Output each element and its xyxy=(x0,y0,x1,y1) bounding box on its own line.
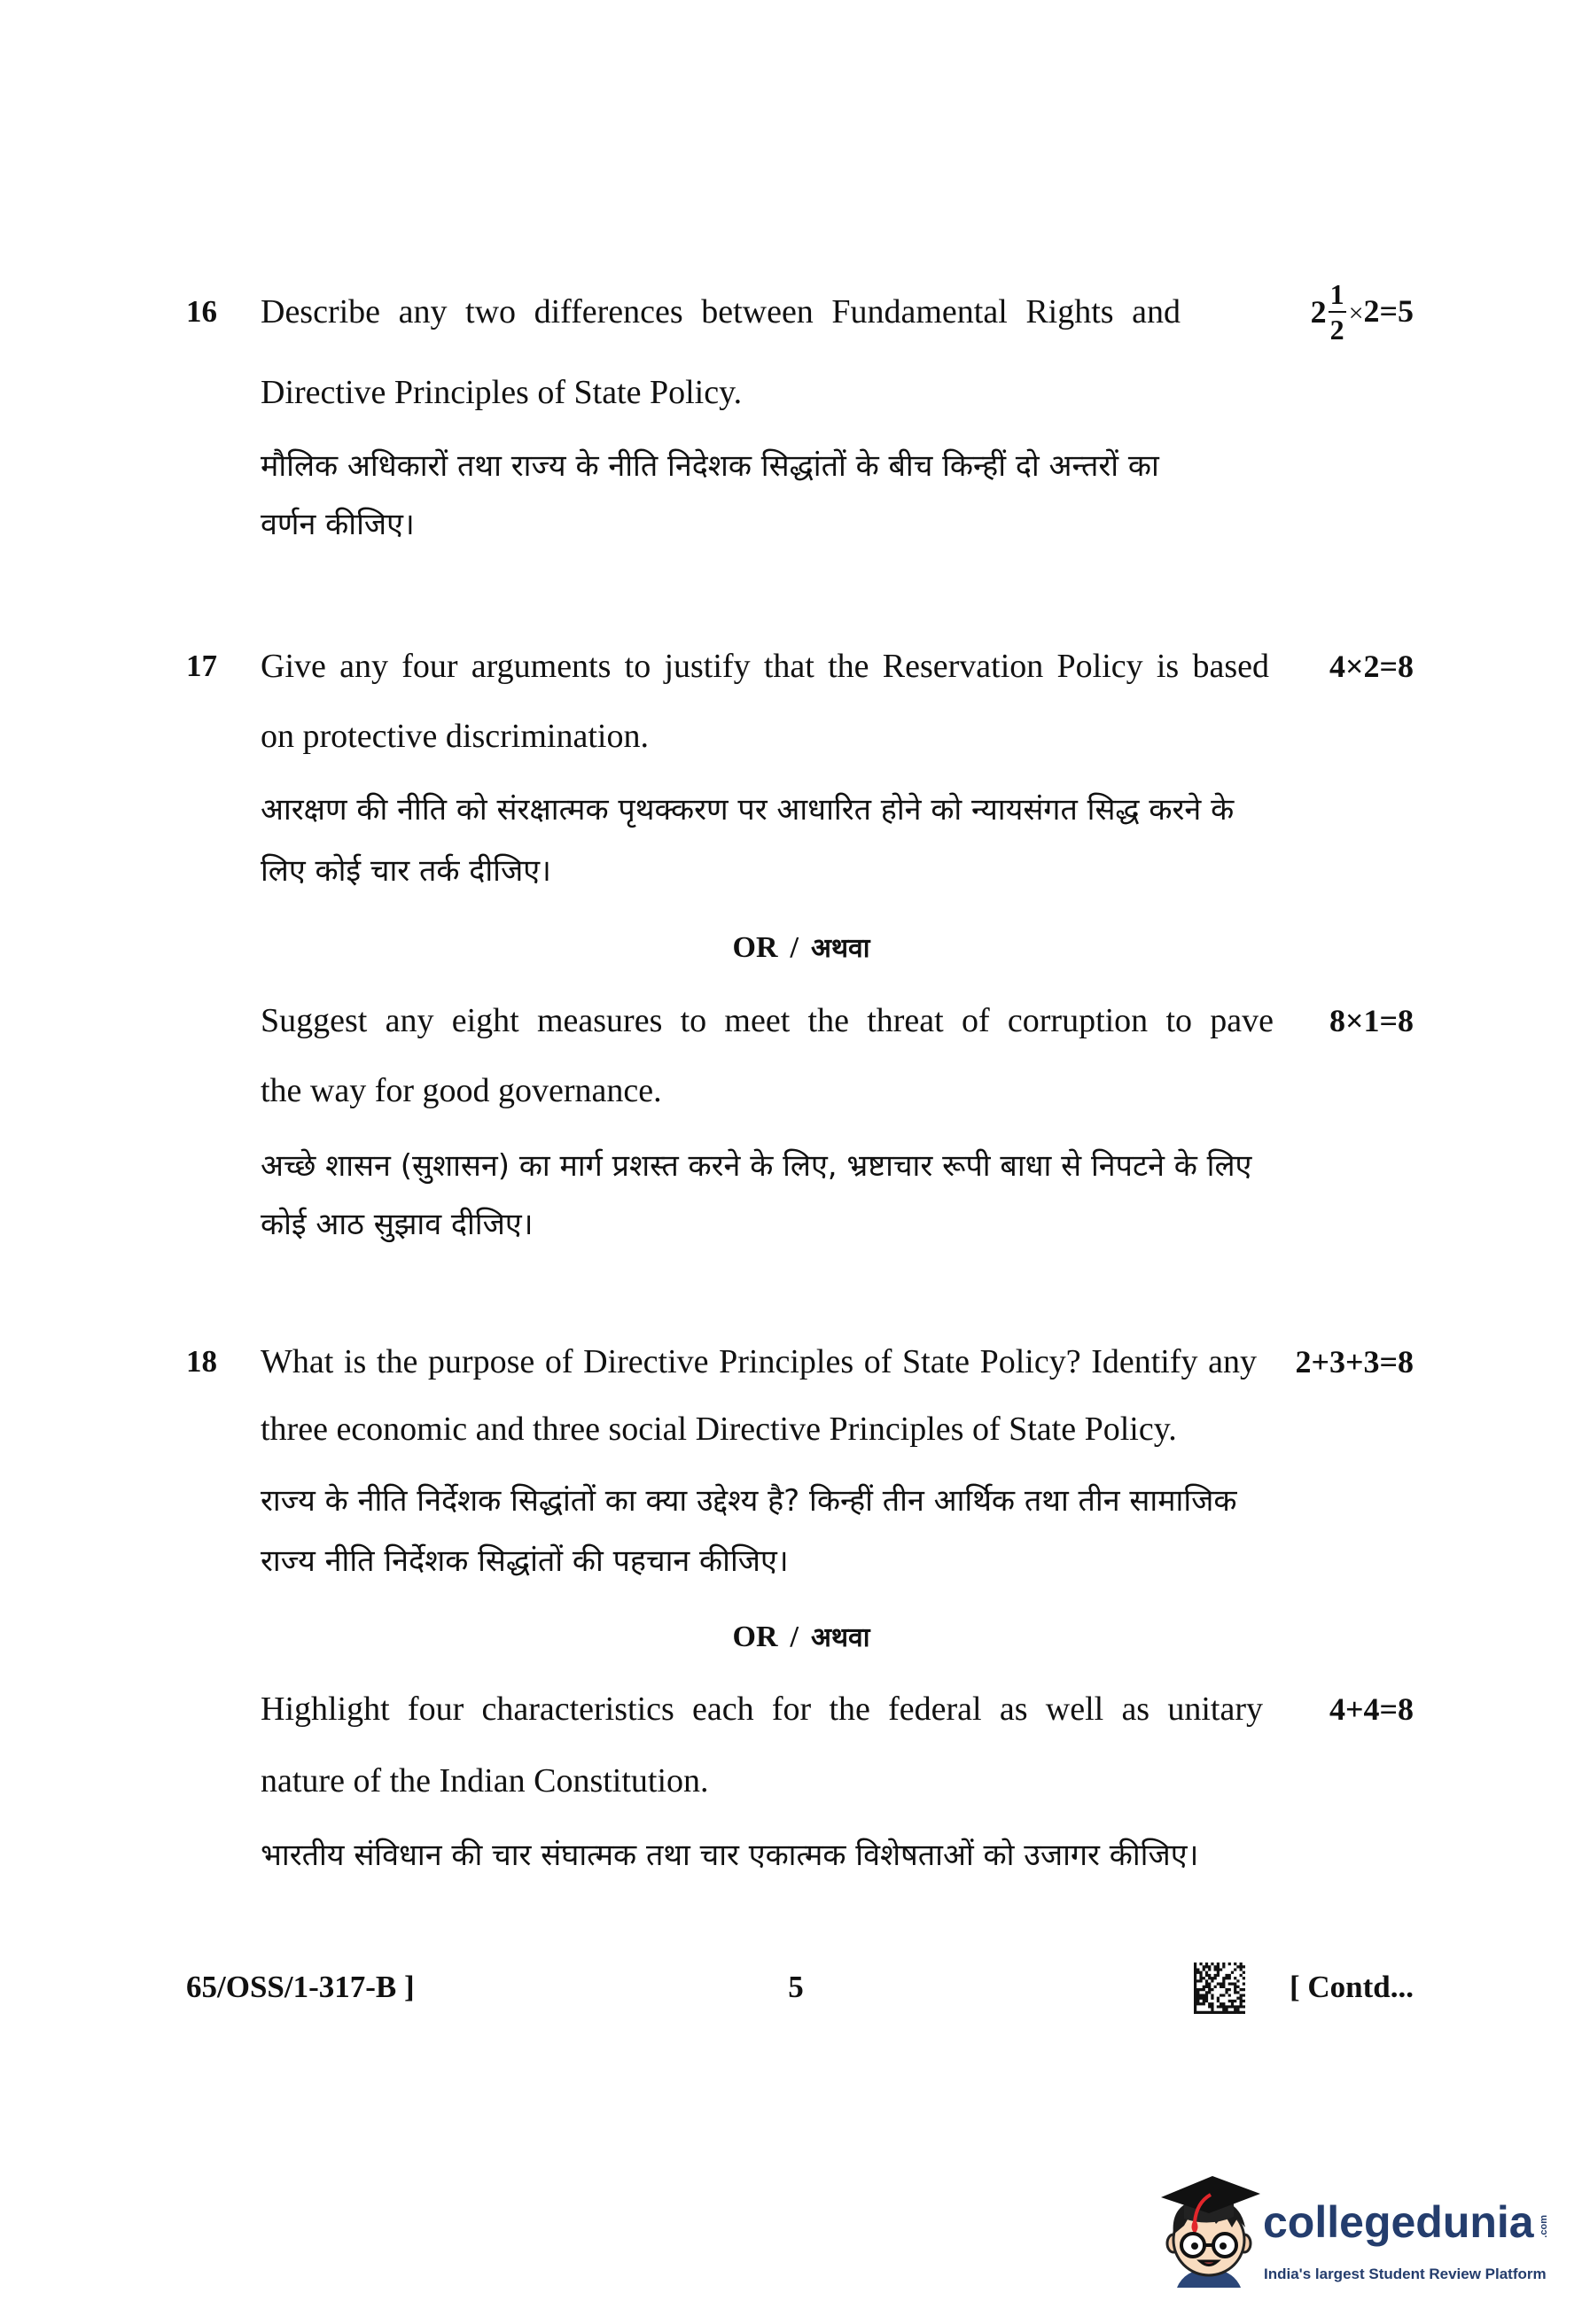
or-separator: / xyxy=(790,931,799,964)
question-text-en: on protective discrimination. xyxy=(261,718,649,755)
or-divider xyxy=(261,1615,1342,1660)
question-marks: 4×2=8 xyxy=(1329,649,1414,684)
or-separator: / xyxy=(790,1621,799,1653)
question-marks xyxy=(1311,276,1414,347)
brand-tagline: India's largest Student Review Platform xyxy=(1264,2266,1547,2282)
marks-fraction xyxy=(1329,277,1346,346)
question-text-en: What is the purpose of Directive Principles of State Policy? Identify any xyxy=(261,1343,1257,1380)
continued-label: [ Contd... xyxy=(1289,1970,1414,2004)
paper-code: 65/OSS/1-317-B ] xyxy=(186,1970,415,2004)
alternative-text-hi: भारतीय संविधान की चार संघात्मक तथा चार एकात्मक विशेषताओं को उजागर कीजिए। xyxy=(261,1838,1199,1873)
qr-modules xyxy=(1194,1963,1245,2014)
alternative-text-en: Suggest any eight measures to meet the threat of corruption to pave xyxy=(261,1002,1274,1039)
brand-name: collegedunia xyxy=(1263,2197,1534,2247)
marks-whole: 2 xyxy=(1310,294,1327,330)
qr-code-icon xyxy=(1194,1963,1245,2014)
alternative-text-en: the way for good governance. xyxy=(261,1072,662,1109)
question-text-hi: मौलिक अधिकारों तथा राज्य के नीति निदेशक सिद्धांतों के बीच किन्हीं दो अन्तरों का xyxy=(261,448,1159,484)
brand-tld: .com xyxy=(1539,2215,1549,2238)
alternative-marks: 4+4=8 xyxy=(1329,1691,1414,1727)
page-number: 5 xyxy=(788,1970,804,2004)
question-text-en: Give any four arguments to justify that the Reservation Policy is based xyxy=(261,648,1269,685)
question-number: 18 xyxy=(186,1344,217,1379)
marks-total: 2=5 xyxy=(1363,292,1414,329)
or-divider xyxy=(261,926,1342,971)
marks-multiplier xyxy=(1349,293,1414,331)
question-text-en: Describe any two differences between Fundamental Rights and xyxy=(261,293,1181,330)
alternative-text-en: Highlight four characteristics each for the federal as well as unitary xyxy=(261,1691,1263,1728)
question-text-hi: लिए कोई चार तर्क दीजिए। xyxy=(261,853,551,889)
question-text-hi: राज्य नीति निर्देशक सिद्धांतों की पहचान कीजिए। xyxy=(261,1543,789,1579)
question-text-en: Directive Principles of State Policy. xyxy=(261,374,743,411)
alternative-text-hi: अच्छे शासन (सुशासन) का मार्ग प्रशस्त करने के लिए, भ्रष्टाचार रूपी बाधा से निपटने के लिए xyxy=(261,1148,1252,1184)
or-label-en: OR xyxy=(732,1621,778,1653)
or-label-hi: अथवा xyxy=(810,933,870,964)
question-text-hi: आरक्षण की नीति को संरक्षात्मक पृथक्करण पर आधारित होने को न्यायसंगत सिद्ध करने के xyxy=(261,792,1235,828)
or-label-en: OR xyxy=(732,931,778,964)
question-text-en: three economic and three social Directive Principles of State Policy. xyxy=(261,1411,1177,1448)
alternative-marks: 8×1=8 xyxy=(1329,1003,1414,1038)
fraction-denominator: 2 xyxy=(1329,314,1344,346)
alternative-text-hi: कोई आठ सुझाव दीजिए। xyxy=(261,1207,534,1242)
mascot-icon xyxy=(1157,2167,1264,2288)
question-text-hi: राज्य के नीति निर्देशक सिद्धांतों का क्या उद्देश्य है? किन्हीं तीन आर्थिक तथा तीन सामाजिक xyxy=(261,1483,1237,1519)
alternative-text-en: nature of the Indian Constitution. xyxy=(261,1762,709,1799)
question-number: 17 xyxy=(186,649,217,683)
or-label-hi: अथवा xyxy=(810,1622,870,1653)
fraction-numerator: 1 xyxy=(1329,277,1346,313)
question-marks: 2+3+3=8 xyxy=(1295,1344,1414,1380)
times-sign: × xyxy=(1348,298,1364,328)
question-number: 16 xyxy=(186,294,217,329)
question-text-hi: वर्णन कीजिए। xyxy=(261,507,415,542)
